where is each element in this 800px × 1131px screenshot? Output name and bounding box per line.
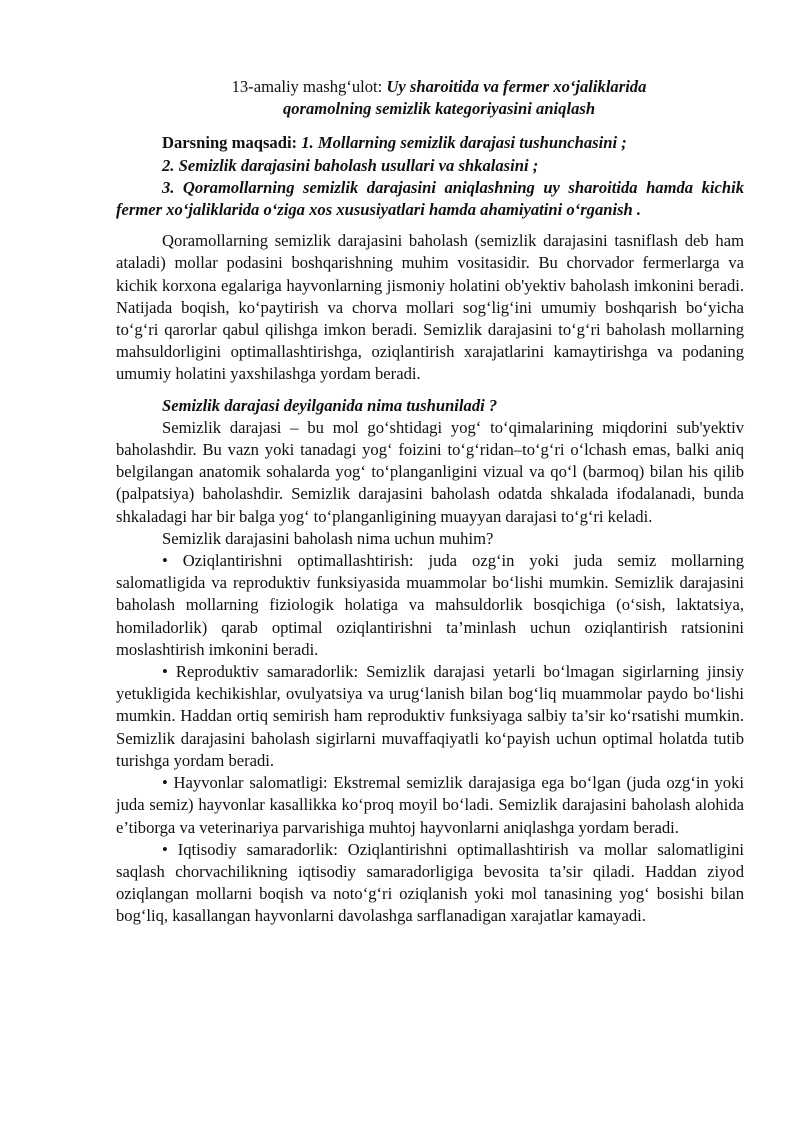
- goal-2: 2. Semizlik darajasini baholash usullari va shkalasini ;: [162, 155, 539, 175]
- title-prefix: 13-amaliy mashg‘ulot:: [231, 77, 387, 96]
- goal-1-text: 1. Mollarning semizlik darajasi tushunchasini ;: [297, 133, 627, 153]
- intro-paragraph: Qoramollarning semizlik darajasini baholash (semizlik darajasini tasniflash deb ham ataladi) mollar podasini boshqarishning muhim vositasidir. Bu chorvador fermerlarga va kichik korxona egalariga hayvonlarning jismoniy holatini ob'yektiv baholash imkonini beradi. Natijada boqish, ko‘paytirish va chorva mollari sog‘lig‘ini umumiy boshqarish bo‘yicha to‘g‘ri qarorlar qabul qilishga imkon beradi. Semizlik darajasini to‘g‘ri baholash mollarning mahsuldorligini optimallashtirishga, oziqlantirish xarajatlarini kamaytirishga va podaning umumiy holatini yaxshilashga yordam beradi.: [116, 231, 744, 384]
- goal-3: 3. Qoramollarning semizlik darajasini aniqlashning uy sharoitida hamda kichik fermer xo‘jaliklarida o‘ziga xos xususiyatlari hamda ahamiyatini o‘rganish .: [116, 177, 744, 220]
- title-topic-line-1: Uy sharoitida va fermer xo‘jaliklarida: [386, 77, 647, 96]
- bullet-economics: • Iqtisodiy samaradorlik: Oziqlantirishni optimallashtirish va mollar salomatligini saqlash chorvachilikning iqtisodiy samaradorligiga bevosita ta’sir qiladi. Haddan ziyod oziqlangan mollarni boqish va noto‘g‘ri oziqlanish yoki mol tanasining yog‘ bosishi bilan bog‘liq, kasallangan hayvonlarni davolashga sarflanadigan xarajatlar kamayadi.: [116, 839, 744, 926]
- title-topic-line-2: qoramolning semizlik kategoriyasini aniqlash: [282, 99, 596, 119]
- goals-label: Darsning maqsadi:: [162, 133, 298, 153]
- importance-question: Semizlik darajasini baholash nima uchun muhim?: [162, 528, 494, 548]
- document-page: [116, 76, 744, 928]
- title-line-1: [134, 76, 744, 98]
- section-heading: Semizlik darajasi deyilganida nima tushuniladi ?: [162, 395, 498, 415]
- goal-1: [116, 132, 744, 154]
- bullet-feeding: • Oziqlantirishni optimallashtirish: juda ozg‘in yoki juda semiz mollarning salomatligida va reproduktiv funksiyasida muammolar bo‘lishi mumkin. Semizlik darajasini baholash mollarning fiziologik holatiga va mahsuldorlik bosqichiga (o‘sish, laktatsiya, homiladorlik) qarab optimal oziqlantirishni ta’minlash uchun oziqlantirish ratsionini moslashtirish imkonini beradi.: [116, 551, 744, 659]
- definition-paragraph: Semizlik darajasi – bu mol go‘shtidagi yog‘ to‘qimalarining miqdorini sub'yektiv baholashdir. Bu vazn yoki tanadagi yog‘ foizini to‘g‘ridan–to‘g‘ri o‘lchash emas, balki aniq belgilangan anatomik sohalarda yog‘ to‘planganligini vizual va qo‘l (barmoq) bilan his qilib (palpatsiya) baholashdir. Semizlik darajasini baholash odatda shkalada ifodalanadi, bunda shkaladagi har bir balga yog‘ to‘planganligining muayyan darajasi to‘g‘ri keladi.: [116, 417, 744, 526]
- bullet-reproduction: • Reproduktiv samaradorlik: Semizlik darajasi yetarli bo‘lmagan sigirlarning jinsiy yetukligida kechikishlar, ovulyatsiya va urug‘lanish bilan bog‘liq muammolar paydo bo‘lishi mumkin. Haddan ortiq semirish ham reproduktiv funksiyaga salbiy ta’sir ko‘rsatishi mumkin. Semizlik darajasini baholash sigirlarni muvaffaqiyatli ko‘payish uchun optimal holatda tutib turishga yordam beradi.: [116, 662, 744, 770]
- bullet-health: • Hayvonlar salomatligi: Ekstremal semizlik darajasiga ega bo‘lgan (juda ozg‘in yoki juda semiz) hayvonlar kasallikka ko‘proq moyil bo‘ladi. Semizlik darajasini baholash alohida e’tiborga va veterinariya parvarishiga muhtoj hayvonlarni aniqlashga yordam beradi.: [116, 773, 744, 837]
- document-title: [116, 76, 744, 120]
